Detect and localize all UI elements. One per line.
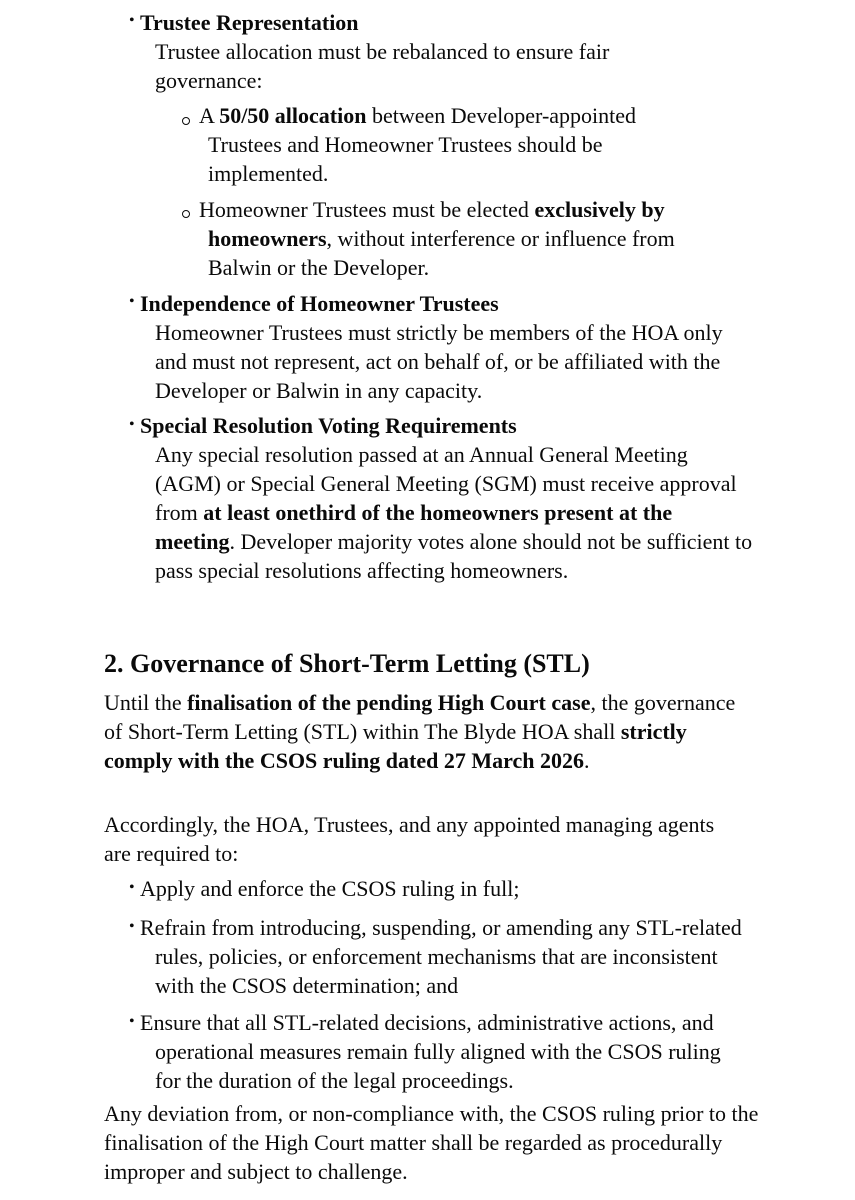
bullet-heading: Trustee Representation [140,10,359,35]
bullet-dot: • [129,416,135,433]
bullet-special-resolution [140,411,760,440]
bullet-dot: • [129,879,135,896]
bullet-dot: • [129,1013,135,1030]
bullet-dot: • [129,12,135,29]
stl-bullet-item: Refrain from introducing, suspending, or amending any STL-related rules, policies, or enforcement mechanisms that are inconsistent with the CSOS determination; and [140,915,742,998]
stl-paragraph-1: Until the finalisation of the pending High Court case, the governance of Short-Term Letting (STL) within The Blyde HOA shall strictly comply with the CSOS ruling dated 27 March 2026. [104,690,736,773]
sub-bullet-icon [182,117,190,125]
bullet-text: Any special resolution passed at an Annual General Meeting (AGM) or Special General Meeting (SGM) must receive approval from at least onethird of the homeowners present at the meeting. Developer majority votes alone should not be sufficient to pass special resolutions affecting homeowners. [155,442,753,583]
trustee-allocation-text: Trustee allocation must be rebalanced to ensure fair governance: [155,39,610,93]
bullet-heading: Independence of Homeowner Trustees [140,291,499,316]
sub-bullet-icon [182,210,190,218]
subitem-50-50-allocation: A 50/50 allocation between Developer-appointed Trustees and Homeowner Trustees should be implemented. [199,103,637,186]
stl-bullet-item: Apply and enforce the CSOS ruling in full; [140,876,520,901]
bullet-dot: • [129,293,135,310]
section-heading: 2. Governance of Short-Term Letting (STL) [104,649,590,678]
stl-bullet-item: Ensure that all STL-related decisions, administrative actions, and operational measures remain fully aligned with the CSOS ruling for the duration of the legal proceedings. [140,1010,721,1093]
bullet-text [155,318,755,405]
stl-paragraph-3: Any deviation from, or non-compliance with, the CSOS ruling prior to the finalisation of the High Court matter shall be regarded as procedurally improper and subject to challenge. [104,1101,759,1184]
independence-text: Homeowner Trustees must strictly be members of the HOA only and must not represent, act on behalf of, or be affiliated with the Developer or Balwin in any capacity. [155,320,723,403]
subitem-elected-by-homeowners: Homeowner Trustees must be elected exclusively by homeowners, without interference or influence from Balwin or the Developer. [199,197,675,280]
bullet-heading: Special Resolution Voting Requirements [140,413,517,438]
bullet-text [155,37,695,95]
bullet-dot: • [129,918,135,935]
bullet-trustee-representation [140,8,760,37]
bullet-independence [140,289,760,318]
stl-paragraph-2: Accordingly, the HOA, Trustees, and any appointed managing agents are required to: [104,812,715,866]
